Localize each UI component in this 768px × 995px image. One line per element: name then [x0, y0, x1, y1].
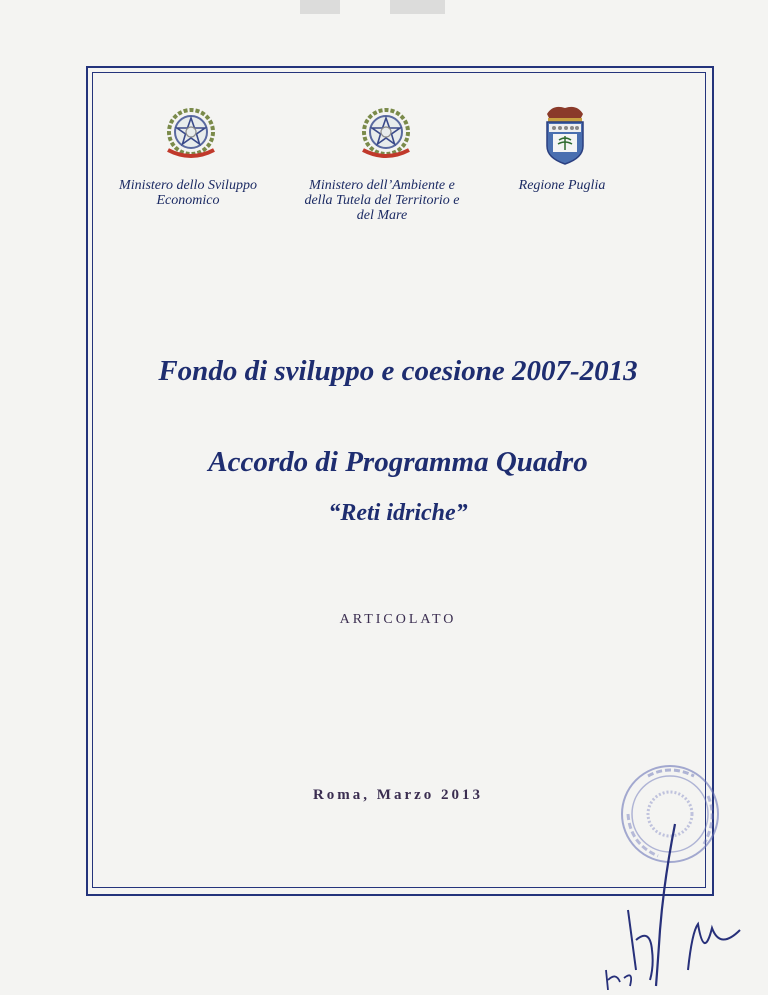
institution-name-mise: Ministero dello Sviluppo Economico [119, 178, 257, 208]
scan-artifact [280, 0, 480, 18]
italian-republic-emblem-icon [158, 104, 224, 166]
section-label: ARTICOLATO [339, 612, 457, 627]
place-date: Roma, Marzo 2013 [312, 787, 484, 803]
document-subtitle: Accordo di Programma Quadro [208, 446, 588, 478]
agreement-name: “Reti idriche” [328, 500, 468, 526]
document-title: Fondo di sviluppo e coesione 2007-2013 [158, 355, 638, 387]
italian-republic-emblem-icon [353, 104, 419, 166]
institution-name-ambiente: Ministero dell’Ambiente e della Tutela del Territorio e del Mare [304, 178, 460, 223]
institution-name-puglia: Regione Puglia [518, 178, 606, 193]
regione-puglia-coat-of-arms-icon [539, 102, 591, 166]
signature-scribbles [580, 820, 750, 995]
